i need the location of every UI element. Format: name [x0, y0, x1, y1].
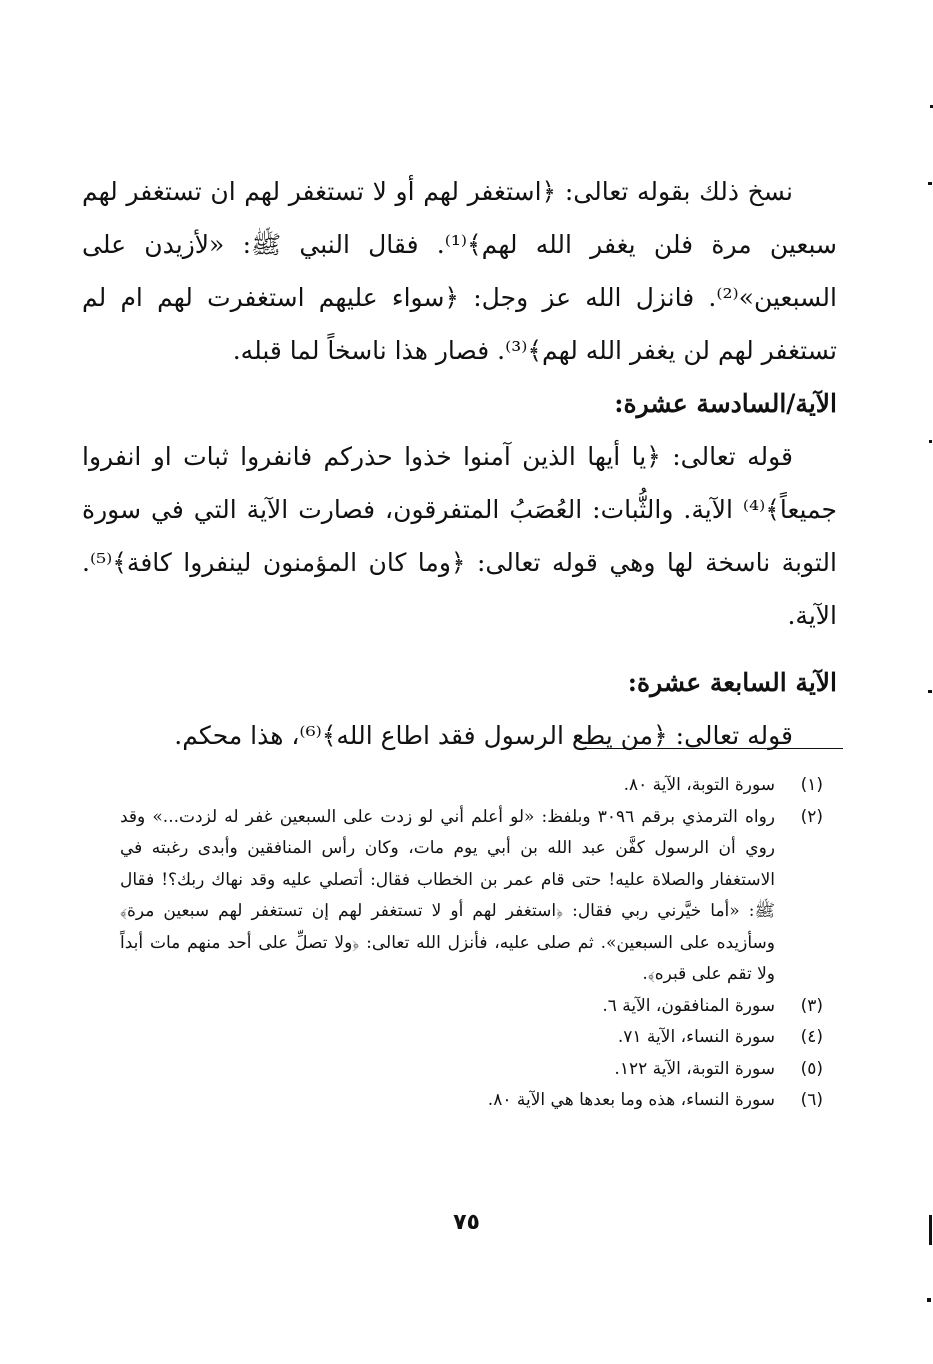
footnote-number: (٦) — [800, 1090, 823, 1110]
footnote-text: رواه الترمذي برقم ٣٠٩٦ وبلفظ: «لو أعلم أني لو زدت على السبعين غفر له لزدت...» وقد روي أن الرسول كفَّن عبد الله بن أبي يوم مات، وكان رأس المنافقين وأبدى رغبته في الاستغفار والصلاة عليه! حتى قام عمر بن الخطاب فقال: أتصلي عليه وقد نهاك ربك؟! فقال ﷺ: «أما خيَّرني ربي فقال: ﴿استغفر لهم أو لا تستغفر لهم إن تستغفر لهم سبعين مرة﴾ وسأزيده على السبعين». ثم صلى عليه، فأنزل الله تعالى: ﴿ولا تصلِّ على أحد منهم مات أبداً ولا تقم على قبره﴾. — [120, 806, 776, 984]
footnote-number: (١) — [800, 775, 823, 795]
scan-speck — [929, 440, 932, 443]
page-number: ٧٥ — [453, 1210, 480, 1235]
footnote-text: سورة النساء، هذه وما بعدها هي الآية ٨٠. — [487, 1090, 775, 1110]
footnote-item — [120, 1022, 823, 1054]
footnote-text: سورة التوبة، الآية ٨٠. — [623, 775, 775, 795]
heading-verse-17: الآية السابعة عشرة: — [627, 668, 837, 697]
scan-speck — [928, 690, 932, 693]
paragraph-verse-16: قوله تعالى: ﴿يا أيها الذين آمنوا خذوا حذركم فانفروا ثبات او انفروا جميعاً﴾⁽⁴⁾ الآية. والثُّبات: العُصَبُ المتفرقون، فصارت الآية التي في سورة التوبة ناسخة لها وهي قوله تعالى: ﴿وما كان المؤمنون لينفروا كافة﴾⁽⁵⁾. الآية. — [82, 442, 837, 630]
footnote-item — [120, 802, 823, 991]
footnote-number: (٥) — [800, 1058, 823, 1079]
paragraph-verse-17: قوله تعالى: ﴿من يطع الرسول فقد اطاع الله﴾⁽⁶⁾، هذا محكم. — [174, 721, 793, 750]
footnote-number: (٣) — [800, 995, 823, 1016]
main-text — [82, 165, 837, 762]
footnote-number: (٤) — [800, 1027, 823, 1047]
footnote-text: سورة المنافقون، الآية ٦. — [602, 995, 775, 1016]
scan-speck — [929, 1215, 932, 1245]
footnote-number: (٢) — [800, 806, 823, 827]
footnote-item — [120, 770, 823, 802]
scan-speck — [928, 182, 932, 185]
footnote-text: سورة النساء، الآية ٧١. — [617, 1027, 775, 1047]
footnote-item — [120, 1085, 823, 1117]
footnote-item — [120, 1054, 823, 1086]
paragraph-verse-15: نسخ ذلك بقوله تعالى: ﴿استغفر لهم أو لا تستغفر لهم ان تستغفر لهم سبعين مرة فلن يغفر الله لهم﴾⁽¹⁾. فقال النبي ﷺ: «لأزيدن على السبعين»⁽²⁾. فانزل الله عز وجل: ﴿سواء عليهم استغفرت لهم ام لم تستغفر لهم لن يغفر الله لهم﴾⁽³⁾. فصار هذا ناسخاً لما قبله. — [82, 177, 837, 365]
scan-speck — [927, 1298, 931, 1302]
footnote-divider — [585, 748, 843, 749]
heading-verse-16: الآية/السادسة عشرة: — [614, 389, 837, 418]
footnotes — [120, 770, 823, 1117]
footnote-text: سورة التوبة، الآية ١٢٢. — [614, 1058, 775, 1079]
footnote-item — [120, 991, 823, 1023]
